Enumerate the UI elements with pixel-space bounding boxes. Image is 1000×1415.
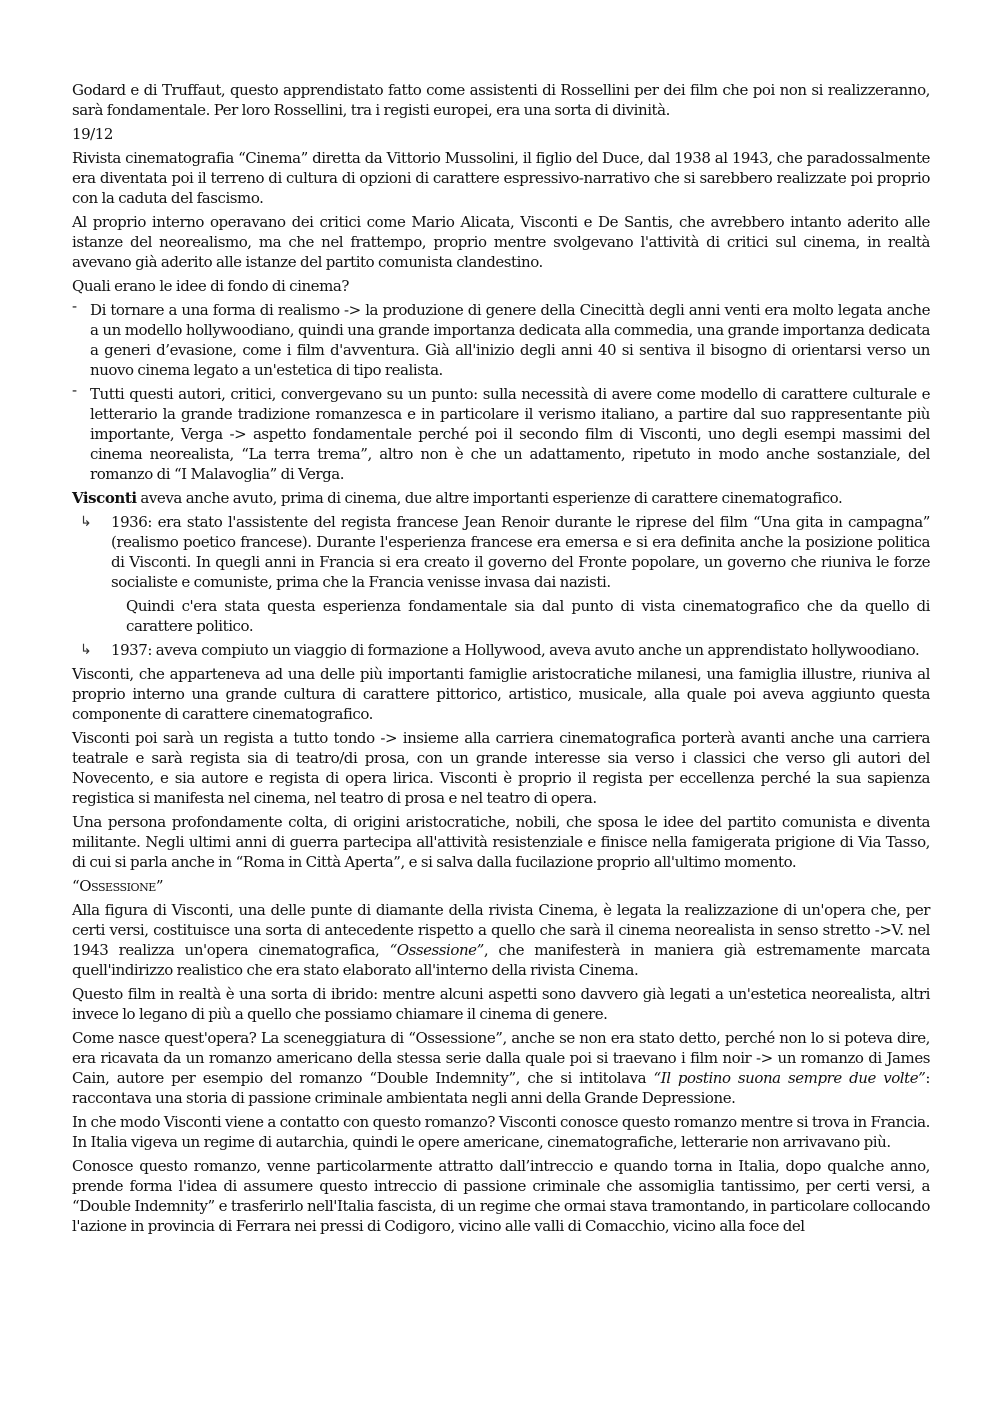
- paragraph-persona-colta: Una persona profondamente colta, di origini aristocratiche, nobili, che sposa le idee del partito comunista e diventa militante. Negli ultimi anni di guerra partecipa all'attività resistenziale e finisce nella famigerata prigione di Via Tasso, di cui si parla anche in “Roma in Città Aperta”, e si salva dalla fucilazione proprio all'ultimo momento.: [72, 813, 930, 871]
- dash-bullet-marker: -: [72, 381, 77, 399]
- bold-visconti: Visconti: [72, 489, 137, 507]
- paragraph-critici: Al proprio interno operavano dei critici come Mario Alicata, Visconti e De Santis, che avrebbero intanto aderito alle istanze del neorealismo, ma che nel frattempo, proprio mentre svolgevano l'attività di critici sul cinema, in realtà avevano già aderito alle istanze del partito comunista clandestino.: [72, 213, 930, 271]
- arrow-item-1937: [72, 640, 930, 660]
- paragraph-text: : raccontava una storia di passione criminale ambientata negli anni della Grande Depressione.: [72, 1069, 930, 1107]
- paragraph-visconti-esperienze: [72, 488, 930, 508]
- paragraph-regista-tutto-tondo: Visconti poi sarà un regista a tutto tondo -> insieme alla carriera cinematografica porterà avanti anche una carriera teatrale e sarà regista sia di teatro/di prosa, con un grande interesse sia verso i classici che verso gli autori del Novecento, e sia autore e regista di opera lirica. Visconti è proprio il regista per eccellenza perché la sua sapienza registica si manifesta nel cinema, nel teatro di prosa e nel teatro di opera.: [72, 729, 930, 807]
- paragraph-question: Quali erano le idee di fondo di cinema?: [72, 277, 349, 295]
- italic-title-postino: “Il postino suona sempre due volte”: [653, 1069, 926, 1087]
- arrow-item-text: 1936: era stato l'assistente del regista francese Jean Renoir durante le riprese del film “Una gita in campagna” (realismo poetico francese). Durante l'esperienza francese era emersa e si era definita anche la posizione politica di Visconti. In quegli anni in Francia si era creato il governo del Fronte popolare, un governo che riuniva le forze socialiste e comuniste, prima che la Francia venisse invasa dai nazisti.: [111, 513, 930, 591]
- bullet-text: Di tornare a una forma di realismo -> la produzione di genere della Cinecittà degli anni venti era molto legata anche a un modello hollywoodiano, quindi una grande importanza dedicata alla commedia, una grande importanza dedicata a generi d’evasione, come i film d'avventura. Già all'inizio degli anni 40 si sentiva il bisogno di orientarsi verso un nuovo cinema legato a un'estetica di tipo realista.: [90, 301, 930, 379]
- paragraph-text: aveva anche avuto, prima di cinema, due altre importanti esperienze di carattere cinematografico.: [136, 489, 843, 507]
- bullet-item-verismo: [72, 381, 930, 484]
- indented-note: Quindi c'era stata questa esperienza fondamentale sia dal punto di vista cinematografico che da quello di carattere politico.: [126, 597, 930, 635]
- section-heading-ossessione: “Ossessione”: [72, 877, 164, 895]
- paragraph-come-nasce: [72, 1028, 930, 1108]
- return-arrow-icon: ↳: [80, 642, 92, 658]
- paragraph-text: , che manifesterà in maniera già estremamente marcata quell'indirizzo realistico che era stato elaborato all'interno della rivista Cinema.: [72, 941, 930, 979]
- paragraph-godard-truffaut: Godard e di Truffaut, questo apprendistato fatto come assistenti di Rossellini per dei film che poi non si realizzeranno, sarà fondamentale. Per loro Rossellini, tra i registi europei, era una sorta di divinità.: [72, 81, 930, 119]
- date-label: 19/12: [72, 125, 113, 143]
- paragraph-ossessione-intro: [72, 900, 930, 980]
- paragraph-autarchia: In che modo Visconti viene a contatto con questo romanzo? Visconti conosce questo romanzo mentre si trova in Francia. In Italia vigeva un regime di autarchia, quindi le opere americane, cinematografiche, letterarie non arrivavano più.: [72, 1113, 930, 1151]
- paragraph-text: Come nasce quest'opera? La sceneggiatura di “Ossessione”, anche se non era stato detto, perché non lo si poteva dire, era ricavata da un romanzo americano della stessa serie dalla quale poi si traevano i film noir -> un romanzo di James Cain, autore per esempio del romanzo “Double Indemnity”, che si intitolava: [72, 1029, 930, 1087]
- arrow-item-1936: [72, 512, 930, 592]
- italic-title-ossessione: “Ossessione”: [389, 941, 484, 959]
- paragraph-intreccio: Conosce questo romanzo, venne particolarmente attratto dall’intreccio e quando torna in Italia, dopo qualche anno, prende forma l'idea di assumere questo intreccio di passione criminale che assomiglia tantissimo, per certi versi, a “Double Indemnity” e trasferirlo nell'Italia fascista, di un regime che ormai stava tramontando, in particolare collocando l'azione in provincia di Ferrara nei pressi di Codigoro, vicino alle valli di Comacchio, vicino alla foce del: [72, 1157, 930, 1235]
- document-page: [72, 80, 930, 1240]
- bullet-item-realismo: [72, 297, 930, 380]
- arrow-item-text: 1937: aveva compiuto un viaggio di formazione a Hollywood, aveva avuto anche un apprendistato hollywoodiano.: [111, 641, 920, 659]
- paragraph-ibrido: Questo film in realtà è una sorta di ibrido: mentre alcuni aspetti sono davvero già legati a un'estetica neorealista, altri invece lo legano di più a quello che possiamo chiamare il cinema di genere.: [72, 985, 930, 1023]
- paragraph-text: Alla figura di Visconti, una delle punte di diamante della rivista Cinema, è legata la realizzazione di un'opera che, per certi versi, costituisce una sorta di antecedente rispetto a quello che sarà il cinema neorealista in senso stretto ->V. nel 1943 realizza un'opera cinematografica,: [72, 901, 930, 959]
- paragraph-famiglia: Visconti, che apparteneva ad una delle più importanti famiglie aristocratiche milanesi, una famiglia illustre, riuniva al proprio interno una grande cultura di carattere pittorico, artistico, musicale, alla quale poi aveva aggiunto questa componente di carattere cinematografico.: [72, 665, 930, 723]
- paragraph-rivista-cinema: Rivista cinematografia “Cinema” diretta da Vittorio Mussolini, il figlio del Duce, dal 1938 al 1943, che paradossalmente era diventata poi il terreno di cultura di opzioni di carattere espressivo-narrativo che si sarebbero realizzate poi proprio con la caduta del fascismo.: [72, 149, 930, 207]
- return-arrow-icon: ↳: [80, 514, 92, 530]
- dash-bullet-marker: -: [72, 297, 77, 315]
- bullet-text: Tutti questi autori, critici, convergevano su un punto: sulla necessità di avere come modello di carattere culturale e letterario la grande tradizione romanzesca e in particolare il verismo italiano, a partire dal suo rappresentante più importante, Verga -> aspetto fondamentale perché poi il secondo film di Visconti, uno degli esempi massimi del cinema neorealista, “La terra trema”, altro non è che un adattamento, ripetuto in modo anche sostanziale, del romanzo di “I Malavoglia” di Verga.: [90, 385, 930, 483]
